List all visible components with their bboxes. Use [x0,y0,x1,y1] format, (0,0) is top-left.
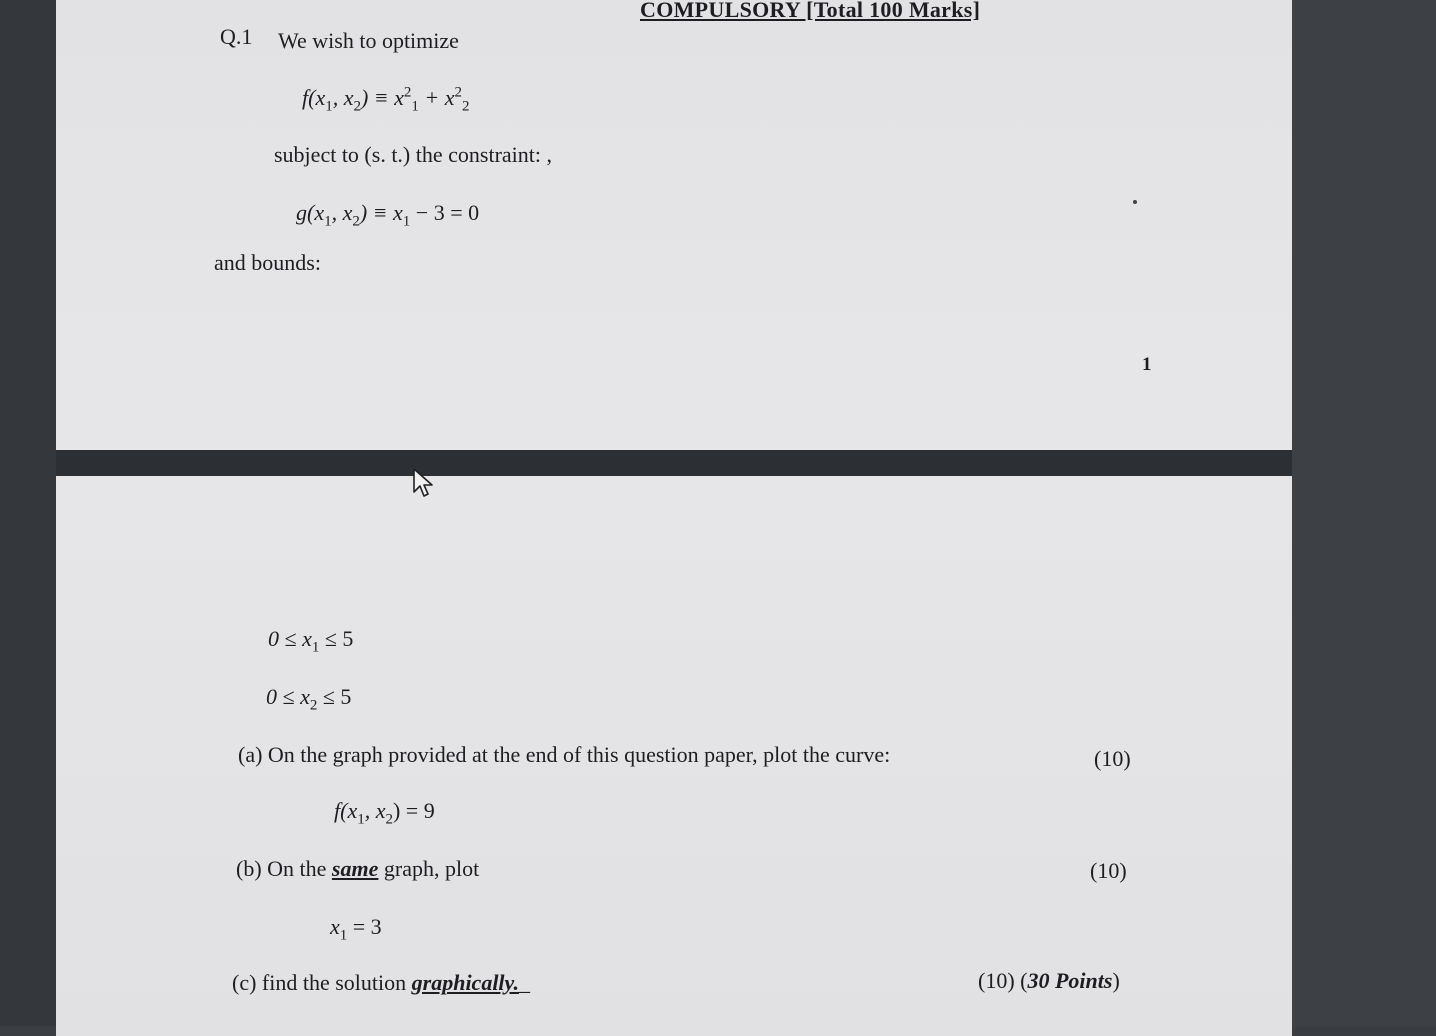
constraint-equation: $g(x_1$, $x_2) \equiv x_1 - 3 = 0$ [296,200,480,230]
question-intro: We wish to optimize [278,28,459,53]
mouse-pointer-icon [412,468,434,498]
bound-x2: $0 \le x_2 \le 5$ [266,684,352,714]
page-number: 1 [1142,354,1152,375]
part-c-points: (10) (30 Points) [978,968,1120,993]
objective-function: $f(x_1$, $x_2) \equiv x^2_1 + x^2_2$ [302,84,470,115]
part-c-emphasis: graphically. [411,970,519,995]
document-page-1 [56,0,1292,475]
bounds-label: and bounds: [214,250,321,275]
exam-header-title: COMPULSORY [Total 100 Marks] [640,0,981,22]
screen-bezel-right [1286,0,1436,1026]
stray-dot [1133,200,1137,204]
part-a-points: (10) [1094,746,1131,771]
bound-x1: $0 \le x_1 \le 5$ [268,626,354,656]
part-a-equation: $f(x_1$, $x_2) = 9$ [334,798,435,828]
part-c-text: (c) find the solution graphically._ [232,970,530,995]
page-separator [56,450,1292,476]
question-number: Q.1 [220,24,253,49]
part-b-equation: $x_1 = 3$ [330,914,382,944]
screen-bezel-left [0,0,60,1026]
part-b-emphasis: same [331,856,379,881]
constraint-intro: subject to (s. t.) the constraint: , [274,142,552,167]
part-b-points: (10) [1090,858,1127,883]
part-a-text: (a) On the graph provided at the end of this question paper, plot the curve: [238,742,891,767]
part-b-text: (b) On the same graph, plot [236,856,480,881]
